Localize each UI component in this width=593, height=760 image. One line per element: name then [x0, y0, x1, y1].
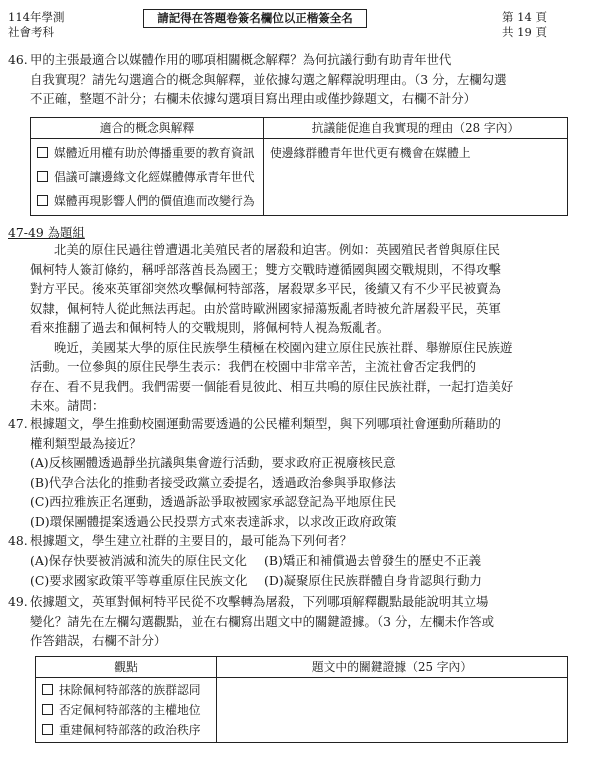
q49-text-3: 作答錯誤，右欄不計分）	[30, 633, 167, 648]
q46-text-1: 甲的主張最適合以媒體作用的哪項相關概念解釋？為何抗議行動有助青年世代	[30, 52, 452, 67]
q46-answer-table	[30, 117, 568, 216]
question-46	[8, 50, 506, 109]
checkbox[interactable]	[42, 724, 53, 735]
exam-subject: 社會考科	[8, 25, 54, 39]
q47-choice-b[interactable]: (B)代孕合法化的推動者接受政黨立委提名，透過政治參與爭取修法	[30, 474, 396, 490]
q49-option-2[interactable]: 否定佩柯特部落的主權地位	[42, 700, 210, 720]
checkbox[interactable]	[42, 704, 53, 715]
q46-col-concept: 適合的概念與解釋	[31, 118, 264, 139]
q49-evidence-field[interactable]	[217, 678, 568, 743]
q47-choice-a[interactable]: (A)反核團體透過靜坐抗議與集會遊行活動，要求政府正視廢核民意	[30, 455, 396, 470]
q49-col-viewpoint: 觀點	[36, 657, 217, 678]
q49-col-evidence: 題文中的關鍵證據（25 字內）	[217, 657, 568, 678]
checkbox[interactable]	[37, 147, 48, 158]
header-right	[502, 10, 547, 40]
question-49	[8, 592, 494, 651]
checkbox[interactable]	[37, 171, 48, 182]
q48-choice-b[interactable]: (B)矯正和補償過去曾發生的歷史不正義	[264, 553, 482, 568]
q48-text: 根據題文，學生建立社群的主要目的，最可能為下列何者？	[30, 533, 353, 548]
q49-answer-table	[35, 656, 568, 743]
q48-number: 48.	[8, 533, 28, 548]
q46-text-3: 不正確，整題不計分；右欄未依據勾選項目寫出理由或僅抄錄題文，右欄不計分）	[30, 91, 477, 106]
q48-choice-c[interactable]: (C)要求國家政策平等尊重原住民族文化	[30, 572, 248, 588]
checkbox[interactable]	[37, 195, 48, 206]
question-47	[8, 414, 501, 453]
question-group-label: 47-49 為題組	[8, 225, 85, 240]
q48-choice-a[interactable]: (A)保存快要被消滅和流失的原住民文化	[30, 553, 247, 568]
checkbox[interactable]	[42, 684, 53, 695]
signature-notice: 請記得在答題卷簽名欄位以正楷簽全名	[143, 9, 367, 28]
q46-col-reason: 抗議能促進自我實現的理由（28 字內）	[264, 118, 568, 139]
q48-choices	[30, 551, 482, 590]
q49-option-3[interactable]: 重建佩柯特部落的政治秩序	[42, 720, 210, 740]
q46-text-2: 自我實現？請先勾選適合的概念與解釋，並依據勾選之解釋說明理由。（3 分，左欄勾選	[30, 71, 507, 87]
page-total: 共 19 頁	[502, 25, 547, 39]
group-passage: 北美的原住民過往曾遭遇北美殖民者的屠殺和迫害。例如：英國殖民者曾與原住民 佩柯特人簽訂條約，稱呼部落酋長為國王；雙方交戰時遵循國與國交戰規則，不得攻擊 對方平民。後來英軍卻突然攻擊佩柯特部落，屠殺眾多平民，後續又有不少平民被賣為 奴隸，佩柯特人從此無法再起。由於當時歐洲國家掃蕩叛亂者時被允許屠殺平民，英軍 看來推翻了過去和佩柯特人的交戰規則，將佩柯特人視為叛亂者。 晚近，美國某大學的原住民族學生積極在校園內建立原住民族社群、舉辦原住民族遊 活動。一位參與的原住民學生表示：我們在校園中非常辛苦，主流社會否定我們的 存在、看不見我們。我們需要一個能看見彼此、相互共鳴的原住民族社群，一起打造美好 未來。請問：	[30, 242, 514, 413]
q46-answer-text[interactable]: 使邊緣群體青年世代更有機會在媒體上	[270, 146, 471, 160]
q46-number: 46.	[8, 52, 28, 67]
q47-text-2: 權利類型最為接近？	[30, 435, 142, 451]
q49-option-1[interactable]: 抹除佩柯特部落的族群認同	[42, 680, 210, 700]
q46-option-3[interactable]: 媒體再現影響人們的價值進而改變行為	[37, 191, 257, 211]
q47-choices	[30, 453, 397, 531]
q47-choice-c[interactable]: (C)西拉雅族正名運動，透過訴訟爭取被國家承認登記為平地原住民	[30, 494, 397, 509]
q49-text-1: 依據題文，英軍對佩柯特平民從不攻擊轉為屠殺，下列哪項解釋觀點最能說明其立場	[30, 594, 489, 609]
q46-option-2[interactable]: 倡議可讓邊緣文化經媒體傳承青年世代	[37, 167, 257, 187]
exam-year: 114年學測	[8, 10, 65, 24]
page-number: 第 14 頁	[502, 10, 547, 24]
q49-text-2: 變化？請先在左欄勾選觀點，並在右欄寫出題文中的關鍵證據。（3 分，左欄未作答或	[30, 613, 495, 629]
q47-number: 47.	[8, 416, 28, 431]
q46-option-1[interactable]: 媒體近用權有助於傳播重要的教育資訊	[37, 143, 257, 163]
q48-choice-d[interactable]: (D)凝聚原住民族群體自身肯認與行動力	[264, 572, 482, 588]
q47-text-1: 根據題文，學生推動校園運動需要透過的公民權利類型，與下列哪項社會運動所藉助的	[30, 416, 501, 431]
question-48	[8, 531, 352, 551]
q47-choice-d[interactable]: (D)環保團體提案透過公民投票方式來表達訴求，以求改正政府政策	[30, 513, 397, 529]
header-left	[8, 10, 64, 40]
q49-number: 49.	[8, 594, 28, 609]
